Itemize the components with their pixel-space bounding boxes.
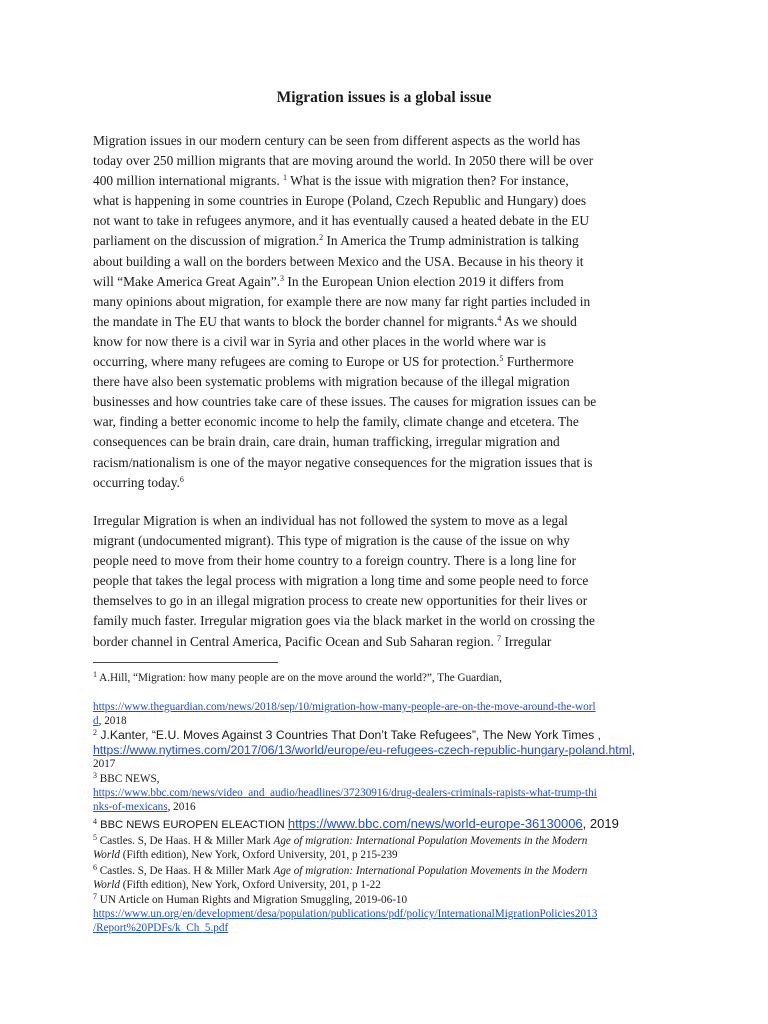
- line-text-after-reference: In the European Union election 2019 it differs from: [284, 273, 564, 289]
- footnote-5: [93, 834, 713, 862]
- footnote-year: 2017: [93, 758, 116, 771]
- text-line: [93, 332, 681, 352]
- footnote-link[interactable]: https://www.bbc.com/news/world-europe-36130006: [287, 816, 583, 831]
- footnote-reference[interactable]: 3: [280, 273, 285, 283]
- footnote-year: , 2016: [167, 801, 196, 814]
- footnote-text: J.Kanter, “E.U. Moves Against 3 Countries That Don’t Take Refugees”, The New York Times ,: [97, 728, 601, 742]
- line-text: businesses and how countries take care of these issues. The causes for migration issues can be: [93, 394, 597, 410]
- footnote-link-continued[interactable]: /Report%20PDFs/k_Ch_5.pdf: [93, 922, 229, 935]
- line-text: racism/nationalism is one of the mayor negative consequences for the migration issues that is: [93, 454, 593, 470]
- footnote-number: 1: [93, 670, 97, 679]
- text-line: [93, 632, 681, 652]
- footnote-text: BBC NEWS,: [97, 773, 160, 785]
- footnote-link[interactable]: https://www.bbc.com/news/video_and_audio/headlines/37230916/drug-dealers-criminals-rapists-what-trump-thi: [93, 787, 597, 800]
- footnote-number: 3: [93, 771, 97, 780]
- paragraph-2: [93, 511, 681, 652]
- line-text: what is happening in some countries in Europe (Poland, Czech Republic and Hungary) does: [93, 193, 587, 209]
- footnote-reference[interactable]: 4: [497, 313, 502, 323]
- text-line: [93, 171, 681, 191]
- line-text: Migration issues in our modern century can be seen from different aspects as the world has: [93, 133, 581, 148]
- line-text: know for now there is a civil war in Syria and other places in the world where war is: [93, 333, 546, 349]
- footnote-publication: (Fifth edition), New York, Oxford University, 201, p 1-22: [119, 879, 381, 892]
- line-text: not want to take in refugees anymore, and it has eventually caused a heated debate in the EU: [93, 213, 590, 229]
- text-line: [93, 231, 681, 251]
- footnote-year: , 2018: [98, 715, 127, 728]
- line-text-after-reference: Furthermore: [503, 354, 574, 370]
- line-text: people that takes the legal process with migration a long time and some people need to force: [93, 573, 589, 589]
- text-line: [93, 151, 681, 171]
- text-line: [93, 432, 681, 452]
- text-line: [93, 473, 681, 493]
- footnote-reference[interactable]: 5: [499, 354, 504, 364]
- line-text: today over 250 million migrants that are moving around the world. In 2050 there will be over: [93, 153, 594, 169]
- line-text: border channel in Central America, Pacific Ocean and Sub Saharan region.: [93, 633, 498, 649]
- text-line: [93, 551, 681, 571]
- footnote-reference[interactable]: 6: [179, 474, 184, 484]
- line-text: family much faster. Irregular migration goes via the black market in the world on crossing the: [93, 613, 595, 629]
- footnote-number: 5: [93, 833, 97, 842]
- line-text: will “Make America Great Again”.: [93, 273, 281, 289]
- footnote-authors: Castles. S, De Haas. H & Miller Mark: [97, 865, 274, 877]
- text-line: [93, 191, 681, 211]
- footnote-text: BBC NEWS EUROPEN ELEACTION: [97, 819, 288, 831]
- footnote-number: 4: [93, 817, 97, 826]
- line-text-after-reference: As we should: [501, 313, 577, 329]
- text-line: [93, 211, 681, 231]
- line-text: parliament on the discussion of migration.: [93, 233, 320, 249]
- footnote-year: , 2019: [582, 816, 619, 831]
- footnote-authors: Castles. S, De Haas. H & Miller Mark: [97, 835, 274, 847]
- text-line: [93, 292, 681, 312]
- line-text-after-reference: Irregular: [501, 633, 552, 649]
- text-line: [93, 611, 681, 631]
- line-text: there have also been systematic problems with migration because of the illegal migration: [93, 374, 570, 390]
- footnote-number: 6: [93, 863, 97, 872]
- footnote-2: [93, 728, 713, 772]
- text-line: [93, 352, 681, 372]
- paragraph-1: [93, 131, 681, 493]
- footnote-text: A.Hill, “Migration: how many people are on the move around the world?”, The Guardian,: [97, 672, 502, 684]
- footnote-book-title: Age of migration: International Population Movements in the Modern: [273, 865, 588, 877]
- text-line: [93, 571, 681, 591]
- footnote-reference[interactable]: 1: [283, 173, 288, 183]
- line-text: occurring today.: [93, 474, 180, 490]
- footnote-number: 7: [93, 892, 97, 901]
- text-line: [93, 511, 681, 531]
- footnote-4: [93, 817, 713, 832]
- line-text: people need to move from their home country to a foreign country. There is a long line for: [93, 553, 577, 569]
- footnote-link[interactable]: https://www.theguardian.com/news/2018/sep/10/migration-how-many-people-are-on-the-move-around-the-worl: [93, 701, 596, 713]
- text-line: [93, 412, 681, 432]
- line-text: many opinions about migration, for example there are now many far right parties included in: [93, 293, 591, 309]
- text-line: [93, 272, 681, 292]
- footnote-link-continued[interactable]: d: [93, 715, 99, 728]
- footnote-separator: [93, 662, 278, 663]
- footnote-6: [93, 864, 713, 892]
- text-line: [93, 453, 681, 473]
- footnote-link-continued[interactable]: nks-of-mexicans: [93, 801, 168, 814]
- line-text: themselves to go in an illegal migration process to create new opportunities for their lives or: [93, 593, 588, 609]
- line-text: occurring, where many refugees are coming to Europe or US for protection.: [93, 354, 500, 370]
- footnote-3: [93, 772, 713, 815]
- text-line: [93, 591, 681, 611]
- line-text: 400 million international migrants.: [93, 173, 284, 189]
- footnote-book-title: Age of migration: International Population Movements in the Modern: [273, 835, 588, 847]
- footnote-book-title-continued: World: [93, 879, 120, 892]
- line-text: about building a wall on the borders between Mexico and the USA. Because in his theory it: [93, 253, 584, 269]
- text-line: [93, 531, 681, 551]
- text-line: [93, 312, 681, 332]
- text-line: [93, 252, 681, 272]
- line-text-after-reference: In America the Trump administration is talking: [323, 233, 579, 249]
- document-title: Migration issues is a global issue: [276, 89, 492, 106]
- line-text-after-reference: What is the issue with migration then? For instance,: [287, 173, 569, 189]
- footnote-1-links: [93, 700, 713, 728]
- footnote-book-title-continued: World: [93, 849, 120, 862]
- footnote-reference[interactable]: 7: [497, 633, 502, 643]
- line-text: consequences can be brain drain, care drain, human trafficking, irregular migration and: [93, 434, 560, 450]
- footnote-link[interactable]: https://www.un.org/en/development/desa/population/publications/pdf/policy/InternationalMigrationPolicies2013: [93, 908, 598, 921]
- line-text: migrant (undocumented migrant). This type of migration is the cause of the issue on why: [93, 533, 570, 549]
- footnote-text: UN Article on Human Rights and Migration Smuggling, 2019-06-10: [97, 894, 408, 906]
- text-line: [93, 392, 681, 412]
- text-line: [93, 131, 681, 151]
- footnote-number: 2: [93, 728, 97, 737]
- footnote-publication: (Fifth edition), New York, Oxford University, 201, p 215-239: [119, 849, 398, 862]
- line-text: war, finding a better economic income to help the family, climate change and etcetera. The: [93, 414, 579, 430]
- line-text: Irregular Migration is when an individual has not followed the system to move as a legal: [93, 513, 568, 528]
- footnote-punct: ,: [631, 743, 635, 758]
- line-text: the mandate in The EU that wants to block the border channel for migrants.: [93, 313, 498, 329]
- footnote-reference[interactable]: 2: [319, 233, 324, 243]
- footnote-1: [93, 671, 713, 685]
- footnote-link[interactable]: https://www.nytimes.com/2017/06/13/world/europe/eu-refugees-czech-republic-hungary-poland.html: [93, 743, 632, 758]
- footnote-7: [93, 893, 713, 936]
- text-line: [93, 372, 681, 392]
